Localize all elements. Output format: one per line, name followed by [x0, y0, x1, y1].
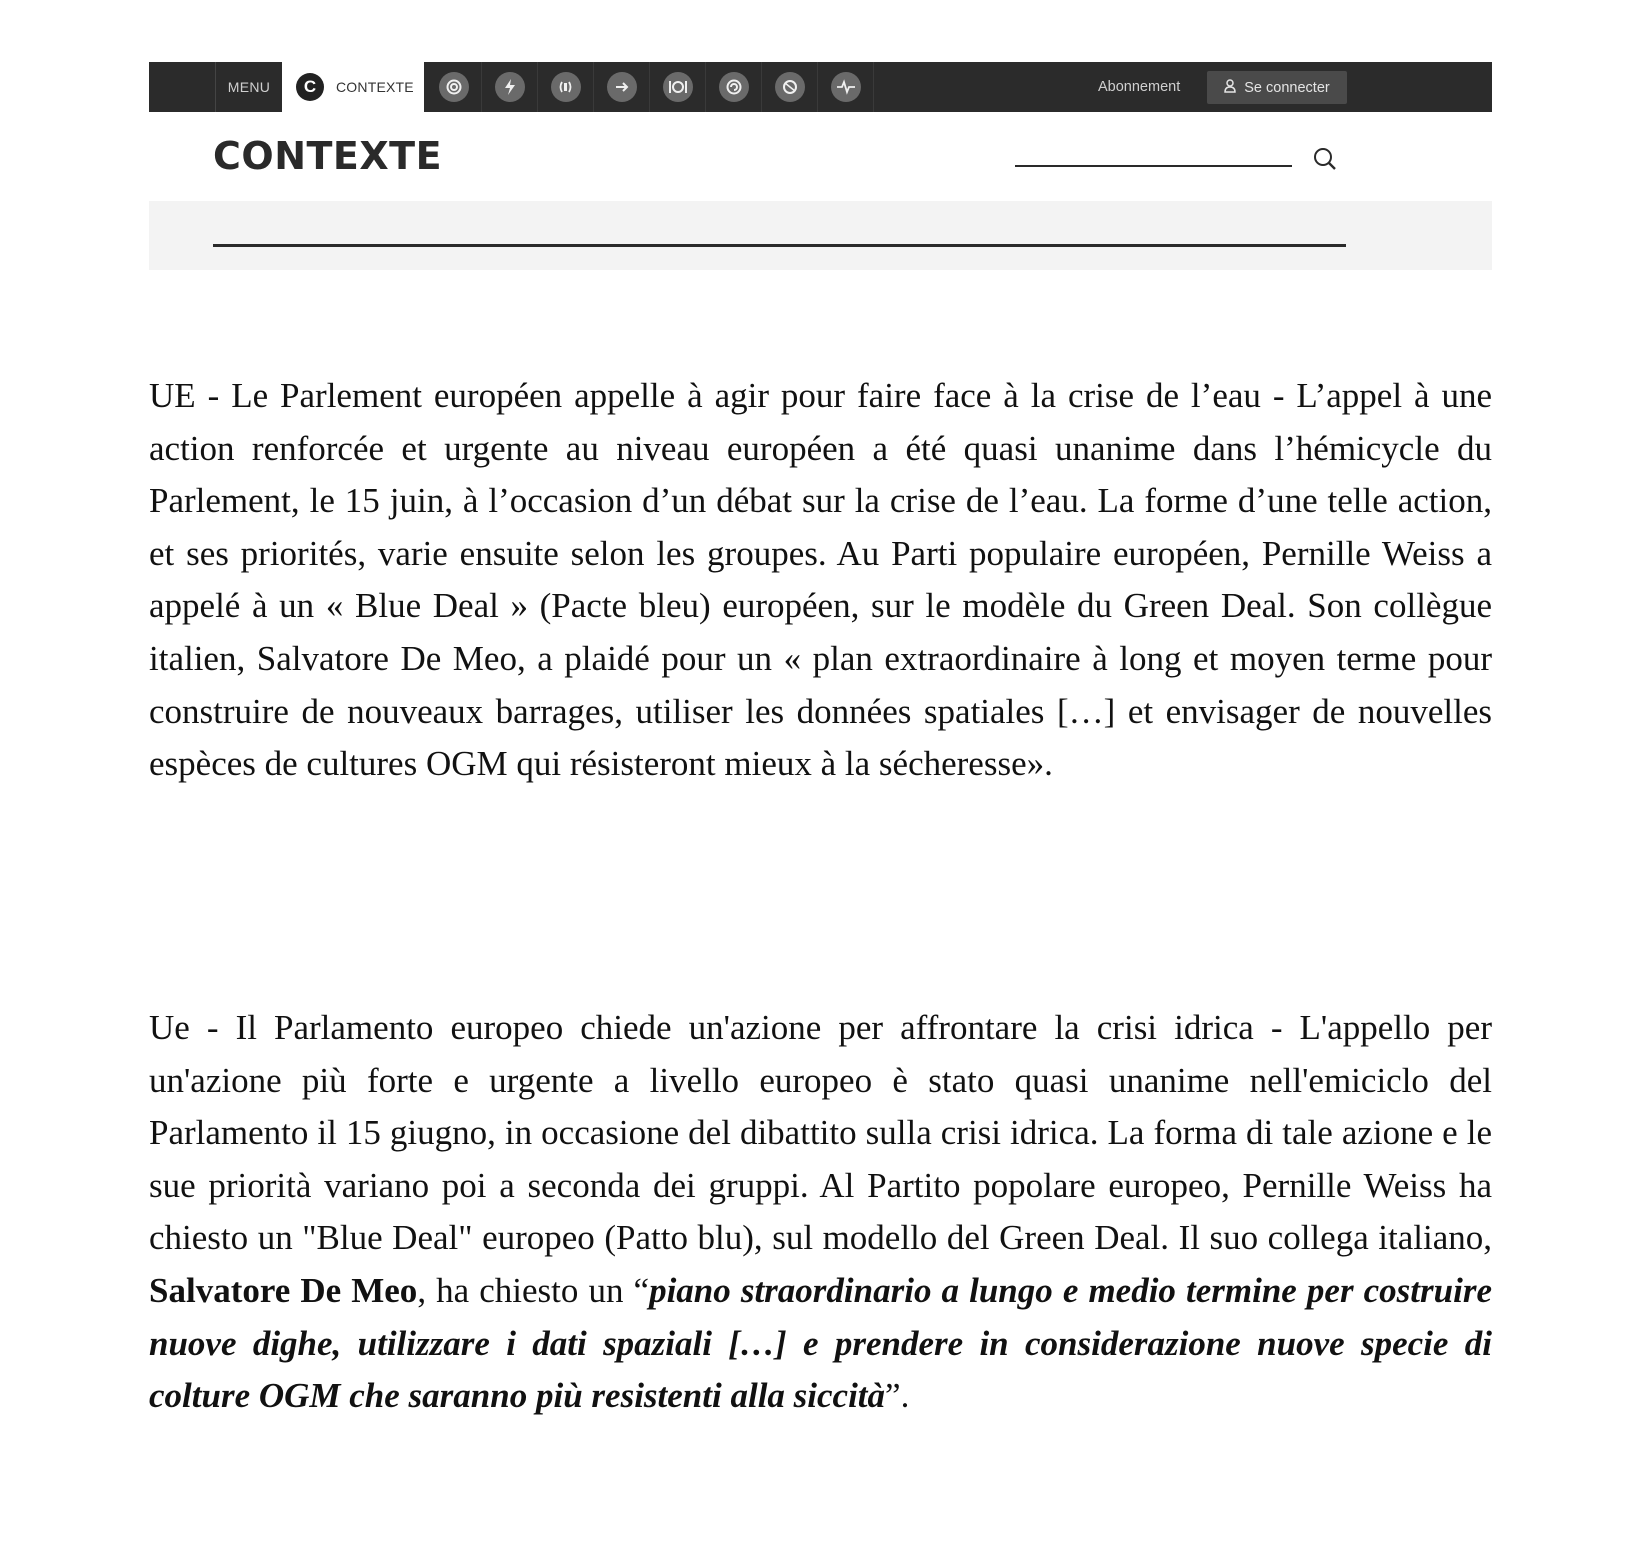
contexte-logo-icon: C [296, 73, 324, 101]
section-link-rings[interactable] [426, 62, 482, 112]
top-navigation-bar [149, 62, 1492, 112]
signal-icon [551, 72, 581, 102]
section-link-transport[interactable] [594, 62, 650, 112]
plate-icon [663, 72, 693, 102]
section-link-telecom[interactable] [538, 62, 594, 112]
quote-text: piano straordinario a lungo e medio termine per costruire nuove dighe, utilizzare i dati spaziali […] e prendere in considerazione nuove specie di colture OGM che saranno più resistenti alla siccità [149, 1270, 1492, 1416]
lightning-icon [495, 72, 525, 102]
article-italian-closing: ”. [885, 1376, 910, 1416]
login-button[interactable] [1207, 71, 1347, 104]
divider [213, 244, 1346, 247]
login-label: Se connecter [1244, 79, 1330, 96]
section-icons [426, 62, 874, 112]
globe-icon [775, 72, 805, 102]
article-italian [149, 1002, 1492, 1423]
contexte-wordmark[interactable]: CONTEXTE [213, 134, 443, 178]
section-link-energy[interactable] [482, 62, 538, 112]
arrow-right-icon [607, 72, 637, 102]
section-link-agri[interactable] [650, 62, 706, 112]
abonnement-link[interactable]: Abonnement [1098, 79, 1181, 95]
search-underline [1015, 165, 1292, 167]
section-link-international[interactable] [762, 62, 818, 112]
article-italian-intro: Ue - Il Parlamento europeo chiede un'azione per affrontare la crisi idrica - L'appello per un'azione più forte e urgente a livello europeo è stato quasi unanime nell'emiciclo del Parlamento il 15 giugno, in occasione del dibattito sulla crisi idrica. La forma di tale azione e le sue priorità variano poi a seconda dei gruppi. Al Partito popolare europeo, Pernille Weiss ha chiesto un "Blue Deal" europeo (Patto blu), sul modello del Green Deal. Il suo collega italiano, [149, 1008, 1492, 1258]
section-link-health[interactable] [818, 62, 874, 112]
menu-button[interactable]: MENU [215, 62, 283, 112]
pulse-icon [831, 72, 861, 102]
speaker-name: Salvatore De Meo [149, 1270, 418, 1310]
contexte-site-header [149, 62, 1492, 270]
search-icon[interactable] [1312, 146, 1338, 172]
section-link-environment[interactable] [706, 62, 762, 112]
contexte-tab[interactable] [282, 62, 424, 112]
search-input[interactable] [1015, 138, 1296, 166]
rings-icon [439, 72, 469, 102]
article-italian-middle: , ha chiesto un “ [417, 1270, 650, 1310]
user-icon [1224, 79, 1236, 97]
contexte-tab-label: CONTEXTE [336, 79, 414, 95]
article-french: UE - Le Parlement européen appelle à agir pour faire face à la crise de l’eau - L’appel à une action renforcée et urgente au niveau européen a été quasi unanime dans l’hémicycle du Parlement, le 15 juin, à l’occasion d’un débat sur la crise de l’eau. La forme d’une telle action, et ses priorités, varie ensuite selon les groupes. Au Parti populaire européen, Pernille Weiss a appelé à un « Blue Deal » (Pacte bleu) européen, sur le modèle du Green Deal. Son collègue italien, Salvatore De Meo, a plaidé pour un « plan extraordinaire à long et moyen terme pour construire de nouveaux barrages, utiliser les données spatiales […] et envisager de nouvelles espèces de cultures OGM qui résisteront mieux à la sécheresse». [149, 376, 1492, 784]
brand-row [149, 112, 1492, 201]
section-nav-band [149, 201, 1492, 270]
recycle-icon [719, 72, 749, 102]
